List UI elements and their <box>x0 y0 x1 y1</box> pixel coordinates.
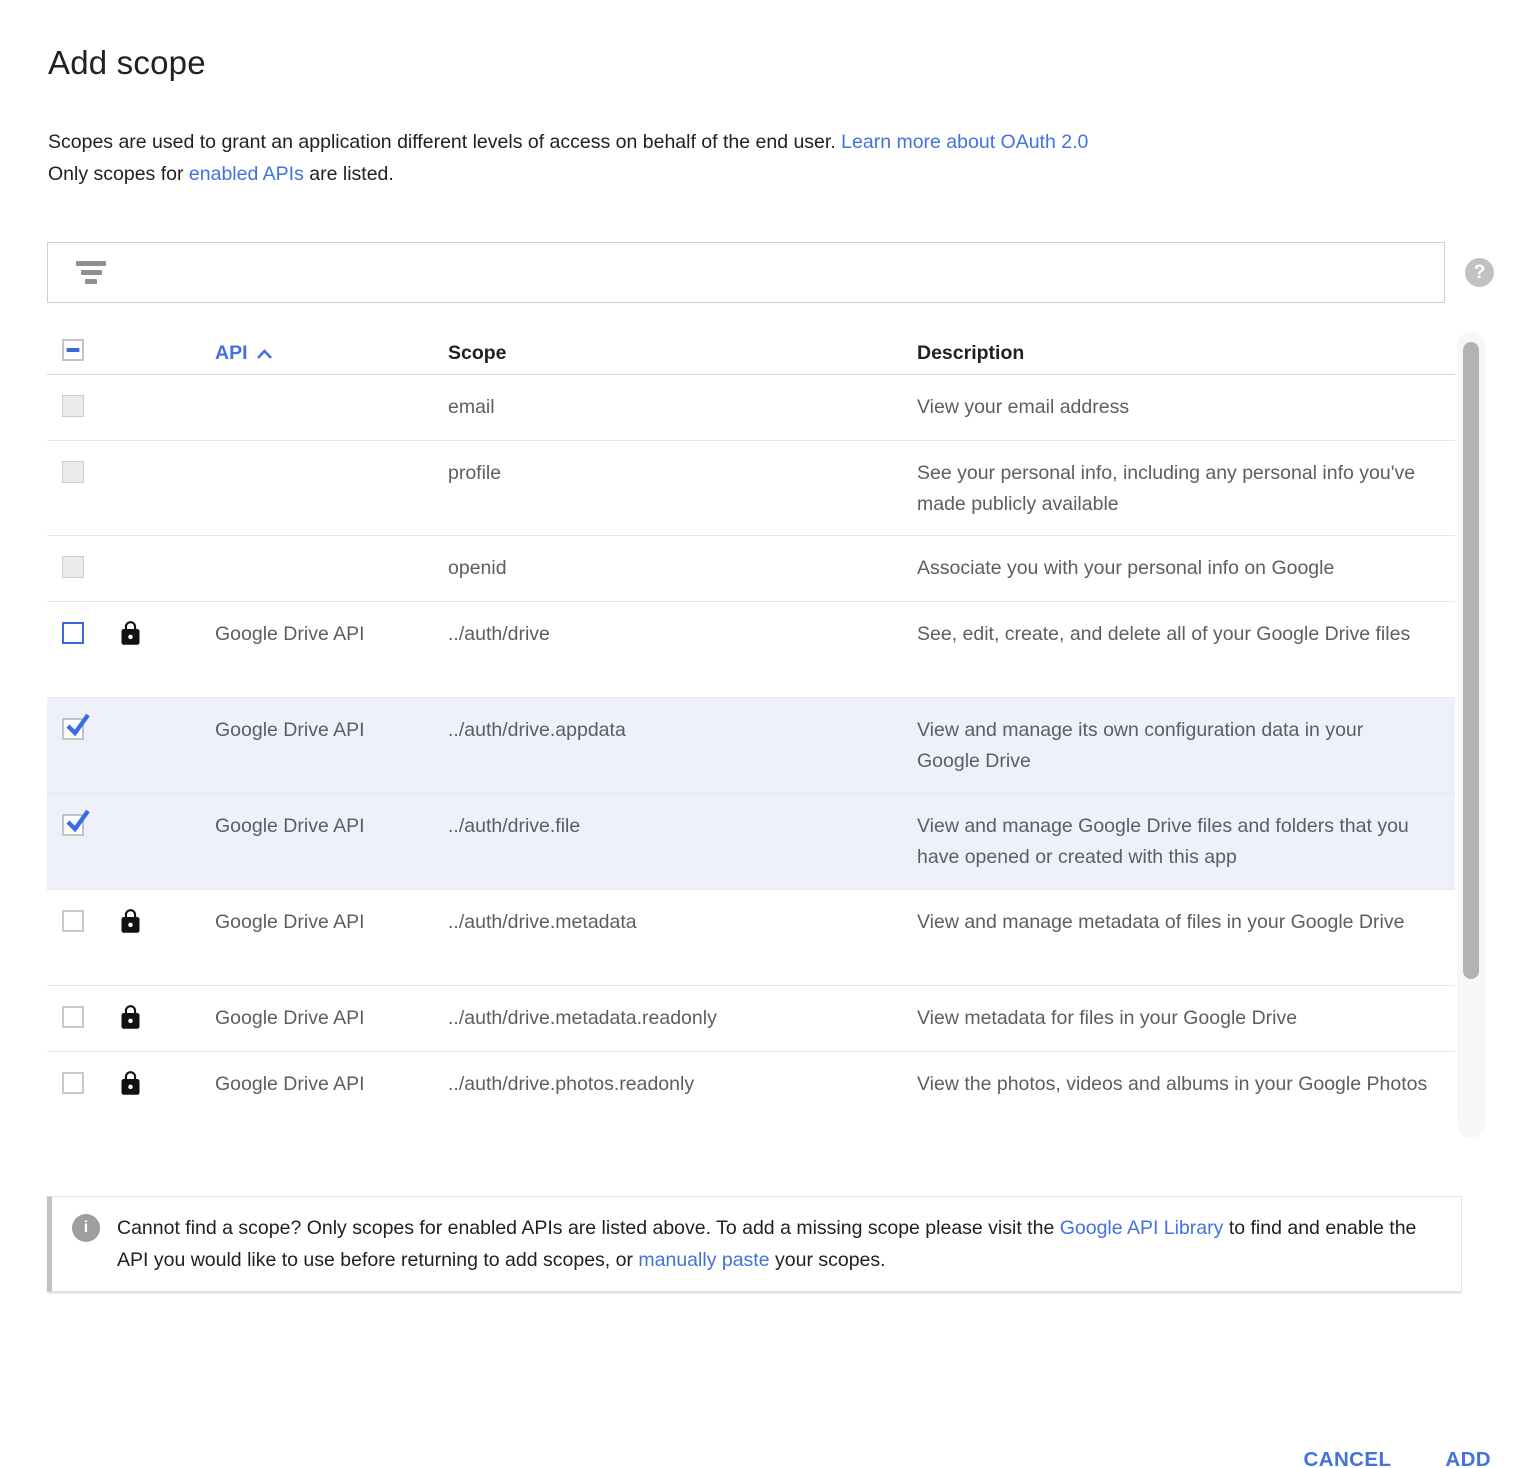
scope-description: See, edit, create, and delete all of your Google Drive files <box>917 623 1411 645</box>
scope-description: View the photos, videos and albums in your Google Photos <box>917 1073 1428 1095</box>
scope-description: View metadata for files in your Google Drive <box>917 1007 1298 1029</box>
table-row[interactable] <box>47 441 1455 536</box>
select-all-checkbox[interactable] <box>62 339 84 361</box>
table-row[interactable] <box>47 698 1455 794</box>
scope-value: ../auth/drive.appdata <box>448 719 626 741</box>
scope-value: ../auth/drive.metadata.readonly <box>448 1007 717 1029</box>
column-header-description[interactable]: Description <box>917 341 1025 364</box>
lock-icon <box>117 619 215 648</box>
row-checkbox[interactable] <box>62 1072 84 1094</box>
google-api-library-link[interactable]: Google API Library <box>1059 1217 1224 1239</box>
checkmark-icon <box>64 712 91 739</box>
scope-description: See your personal info, including any personal info you've made publicly available <box>917 462 1416 515</box>
dialog-actions <box>1302 1442 1493 1468</box>
add-scope-dialog <box>0 44 1530 1468</box>
manually-paste-link[interactable]: manually paste <box>638 1249 770 1271</box>
row-checkbox[interactable] <box>62 622 84 644</box>
scope-value: ../auth/drive.photos.readonly <box>448 1073 695 1095</box>
filter-input[interactable] <box>106 243 1444 302</box>
column-header-scope[interactable]: Scope <box>448 341 507 364</box>
row-checkbox[interactable] <box>62 718 84 740</box>
api-name: Google Drive API <box>215 1073 365 1095</box>
row-checkbox[interactable] <box>62 910 84 932</box>
lock-icon <box>117 907 215 936</box>
scope-description: View and manage its own configuration data in your Google Drive <box>917 719 1364 772</box>
api-name: Google Drive API <box>215 719 365 741</box>
add-button[interactable]: ADD <box>1443 1442 1493 1468</box>
intro-line1: Scopes are used to grant an application different levels of access on behalf of the end user. <box>48 131 836 153</box>
api-name: Google Drive API <box>215 1007 365 1029</box>
table-row[interactable] <box>47 536 1455 602</box>
scope-description: Associate you with your personal info on Google <box>917 557 1335 579</box>
row-checkbox <box>62 395 84 417</box>
api-name: Google Drive API <box>215 911 365 933</box>
enabled-apis-link[interactable]: enabled APIs <box>188 163 304 185</box>
intro-line2-prefix: Only scopes for <box>48 163 184 185</box>
info-icon: i <box>72 1214 100 1242</box>
lock-icon <box>117 1069 215 1098</box>
filter-row <box>47 242 1530 303</box>
api-name: Google Drive API <box>215 815 365 837</box>
column-header-api[interactable]: API <box>215 342 448 365</box>
scope-value: profile <box>448 462 502 484</box>
scrollbar-thumb[interactable] <box>1463 342 1479 979</box>
scope-description: View and manage metadata of files in your Google Drive <box>917 911 1405 933</box>
table-row[interactable] <box>47 602 1455 698</box>
cancel-button[interactable]: CANCEL <box>1302 1442 1394 1468</box>
scope-description: View your email address <box>917 396 1130 418</box>
intro-text <box>48 126 1482 190</box>
table-row[interactable] <box>47 986 1455 1052</box>
sort-ascending-icon <box>255 347 274 361</box>
table-scrollbar[interactable] <box>1457 332 1485 1138</box>
oauth-learn-more-link[interactable]: Learn more about OAuth 2.0 <box>841 131 1089 153</box>
checkmark-icon <box>64 808 91 835</box>
intro-line2-suffix: are listed. <box>309 163 394 185</box>
api-name: Google Drive API <box>215 623 365 645</box>
info-note-text: Cannot find a scope? Only scopes for enabled APIs are listed above. To add a missing scope please visit the Google API Library to find and enable the API you would like to use before returning to add scopes, or manually paste your scopes. <box>117 1217 1417 1271</box>
row-checkbox <box>62 556 84 578</box>
info-note <box>47 1196 1462 1292</box>
table-row[interactable] <box>47 794 1455 890</box>
page-title: Add scope <box>48 44 206 81</box>
scope-value: openid <box>448 557 507 579</box>
table-header-row <box>47 332 1455 375</box>
table-row[interactable] <box>47 1052 1455 1138</box>
scope-value: ../auth/drive.file <box>448 815 581 837</box>
row-checkbox[interactable] <box>62 1006 84 1028</box>
scope-description: View and manage Google Drive files and folders that you have opened or created with this app <box>917 815 1409 868</box>
lock-icon <box>117 1003 215 1032</box>
filter-icon <box>76 261 106 284</box>
scopes-table <box>47 332 1485 1138</box>
row-checkbox <box>62 461 84 483</box>
row-checkbox[interactable] <box>62 814 84 836</box>
filter-box[interactable] <box>47 242 1445 303</box>
help-icon[interactable]: ? <box>1465 258 1494 287</box>
scope-value: ../auth/drive <box>448 623 550 645</box>
scope-value: email <box>448 396 495 418</box>
scope-value: ../auth/drive.metadata <box>448 911 637 933</box>
table-row[interactable] <box>47 890 1455 986</box>
table-row[interactable] <box>47 375 1455 441</box>
